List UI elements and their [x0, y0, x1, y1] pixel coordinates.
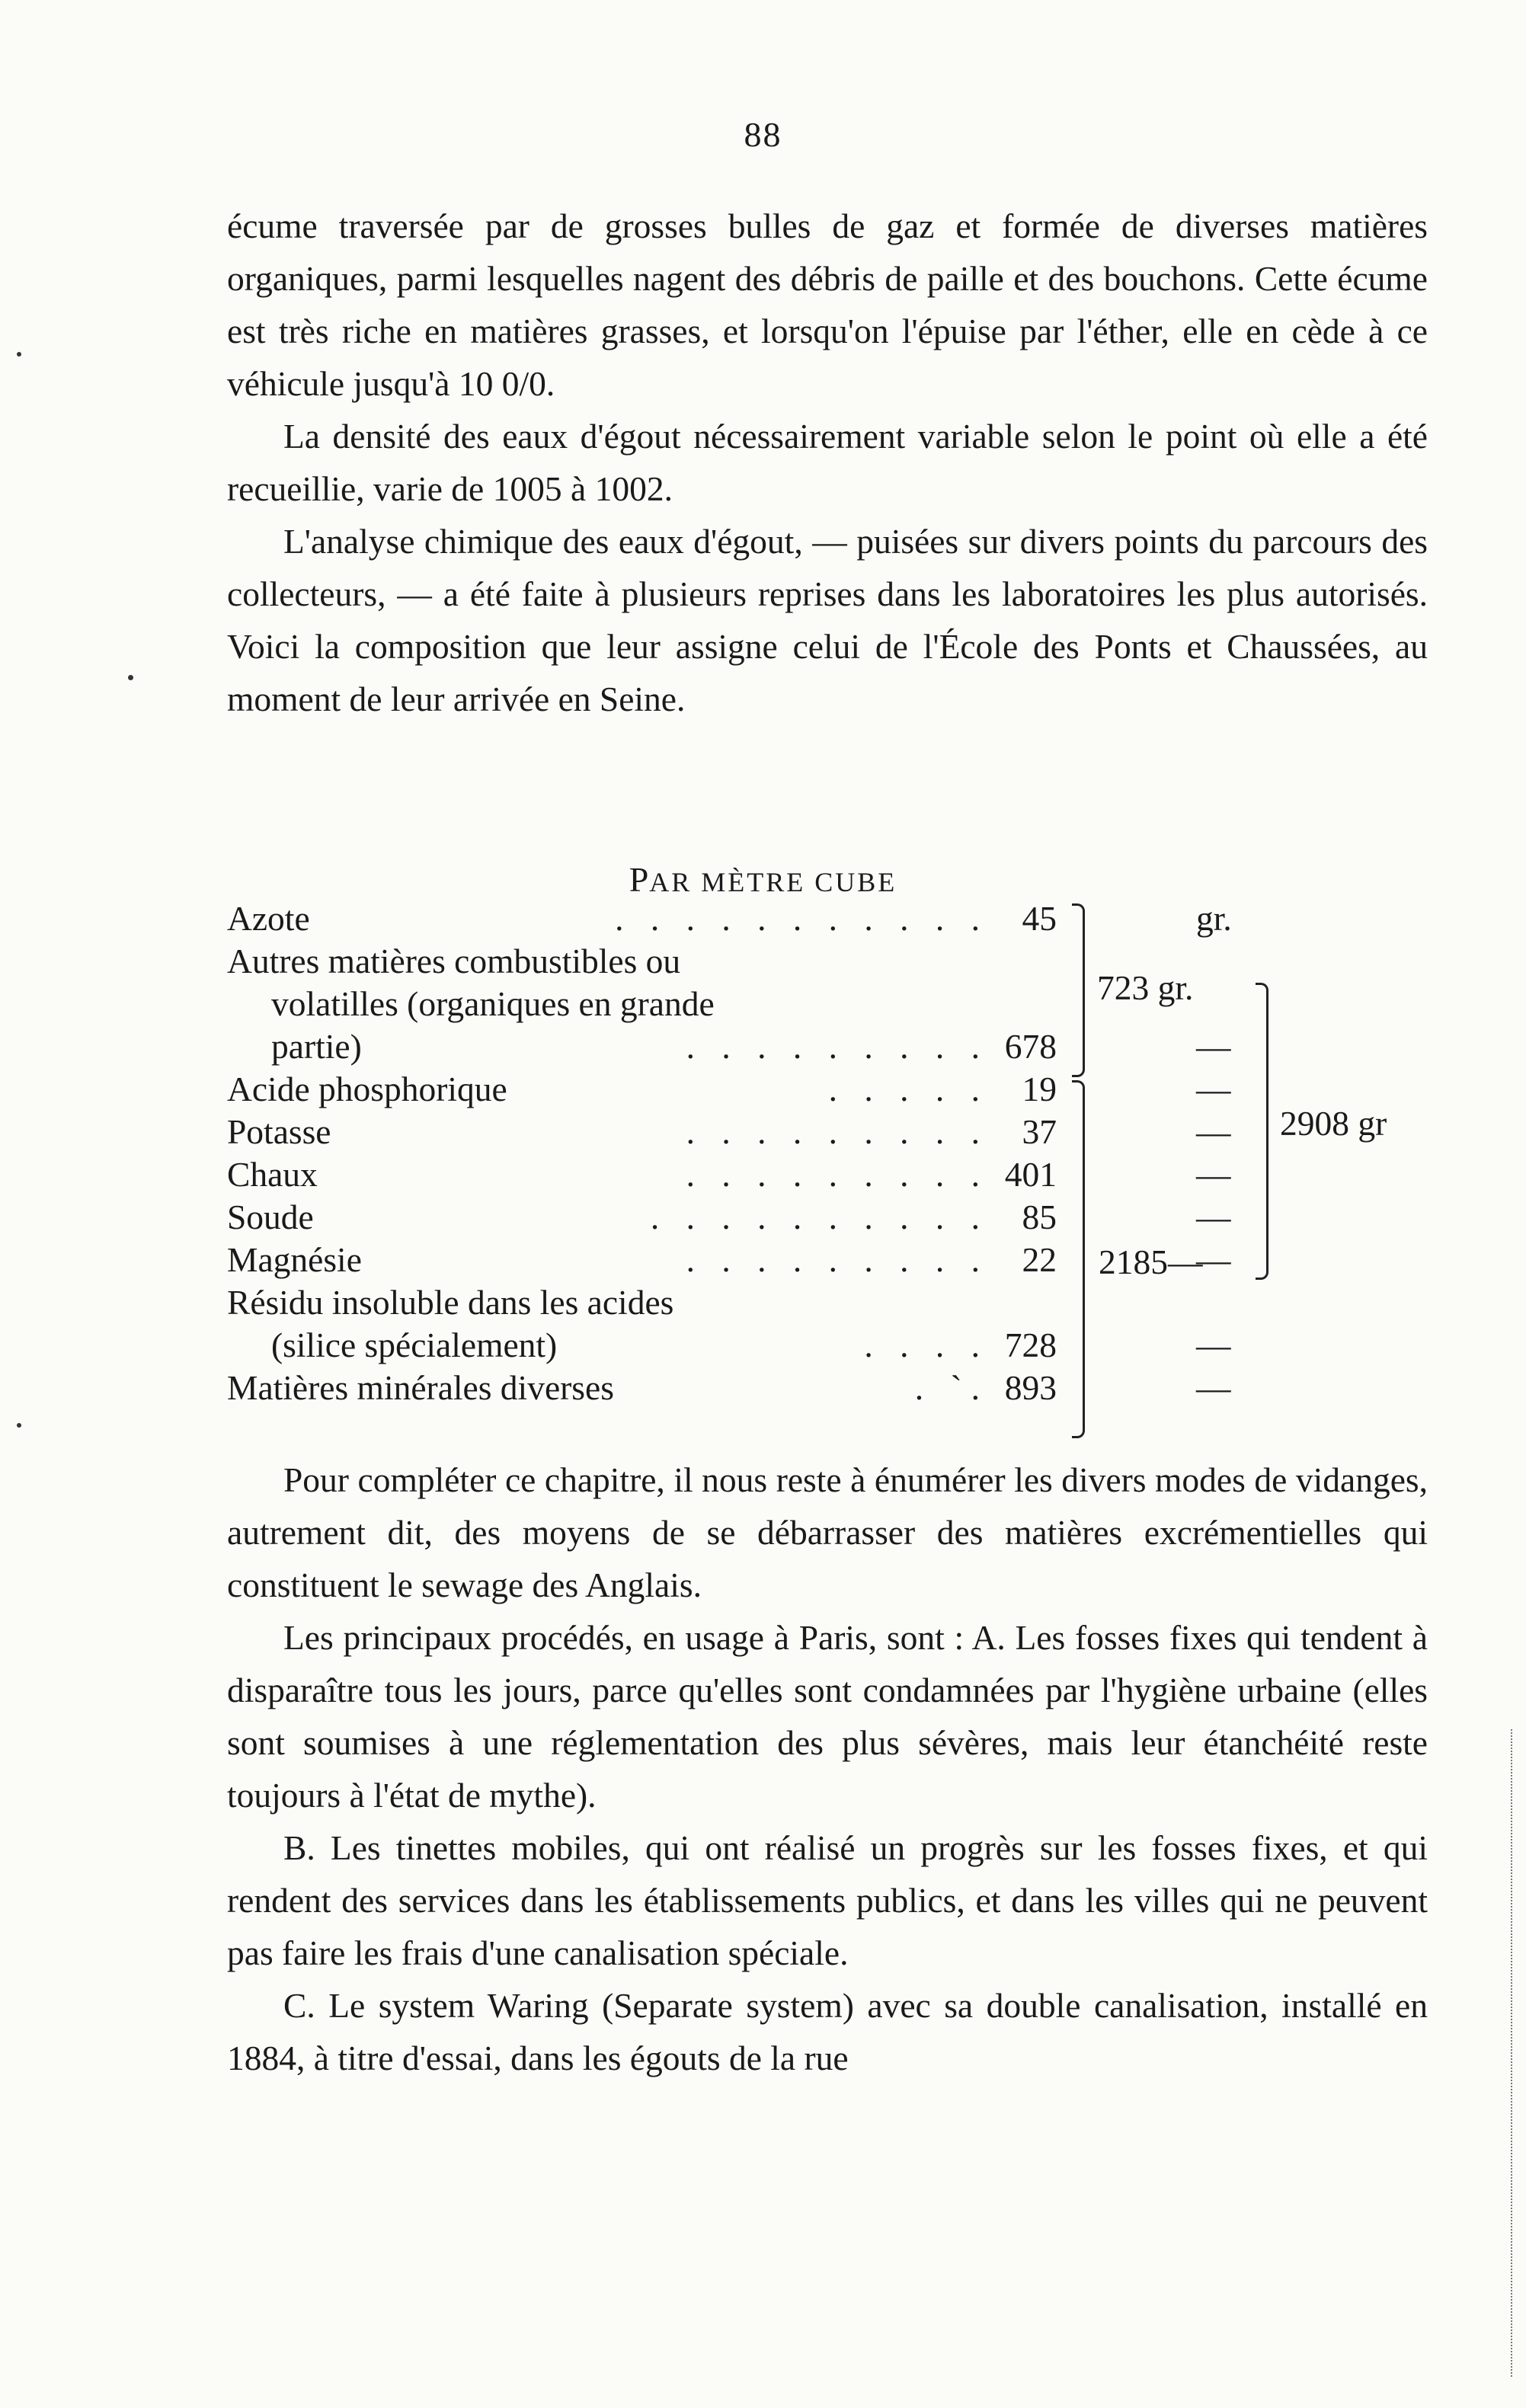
paragraph: C. Le system Waring (Separate system) avec sa double canalisation, installé en 1884, à titre d'essai, dans les égouts de la rue: [227, 1986, 1428, 2077]
leader-dots: . . . . . . . . . . .: [615, 899, 989, 938]
row-label: (silice spécialement): [271, 1326, 558, 1364]
row-value: 678: [1004, 1027, 1057, 1066]
row-label: Résidu insoluble dans les acides: [227, 1283, 674, 1322]
row-label: Azote: [227, 899, 310, 938]
margin-speck: [17, 1423, 21, 1428]
leader-dots: . . . . . . . . .: [686, 1112, 989, 1151]
row-value: 85: [1022, 1198, 1057, 1236]
text-block-bottom: [227, 1453, 1428, 2084]
brace-total: [1256, 983, 1268, 1280]
leader-dots: . `.: [914, 1368, 989, 1407]
paragraph: L'analyse chimique des eaux d'égout, — puisées sur divers points du parcours des collecteurs, — a été faite à plusieurs reprises dans les laboratoires les plus autorisés. Voici la composition que leur assigne celui de l'École des Ponts et Chaussées, au moment de leur arrivée en Seine.: [227, 522, 1428, 718]
row-label: Acide phosphorique: [227, 1070, 507, 1108]
leader-dots: . . . . . . . . .: [686, 1027, 989, 1066]
row-value: 37: [1022, 1112, 1057, 1151]
row-unit: —: [1196, 1240, 1231, 1279]
table-caption: [0, 859, 1526, 900]
text-block-top: [227, 200, 1428, 725]
row-unit: —: [1196, 1112, 1231, 1151]
leader-dots: . . . . . . . . . .: [650, 1198, 989, 1236]
table-row: [227, 1367, 1231, 1409]
row-label: Matières minérales diverses: [227, 1368, 614, 1407]
row-label: Magnésie: [227, 1240, 362, 1279]
row-label: Chaux: [227, 1155, 318, 1194]
row-value: 22: [1022, 1240, 1057, 1279]
brace-organic: [1072, 903, 1085, 1077]
leader-dots: . . . . . . . . .: [686, 1240, 989, 1279]
row-value: 45: [1022, 899, 1057, 938]
table-caption-initial: P: [629, 860, 650, 899]
row-unit: —: [1196, 1027, 1231, 1066]
table-row: [227, 1196, 1231, 1239]
row-label: Autres matières combustibles ou: [227, 942, 681, 980]
row-unit: —: [1196, 1326, 1231, 1364]
table-row: [227, 897, 1232, 940]
table-row: [227, 1025, 1231, 1068]
page-number: 88: [744, 115, 782, 154]
row-value: 401: [1004, 1155, 1057, 1194]
row-label: Soude: [227, 1198, 314, 1236]
subtotal-mineral: 2185—: [1099, 1242, 1203, 1281]
leader-dots: . . . . . . . . .: [686, 1155, 989, 1194]
margin-speck: [17, 352, 21, 357]
paragraph: Les principaux procédés, en usage à Paris, sont : A. Les fosses fixes qui tendent à disparaître tous les jours, parce qu'elles sont condamnées par l'hygiène urbaine (elles sont soumises à une réglementation des plus sévères, mais leur étanchéité reste toujours à l'état de mythe).: [227, 1618, 1428, 1815]
paragraph: écume traversée par de grosses bulles de gaz et formée de diverses matières organiques, parmi lesquelles nagent des débris de paille et des bouchons. Cette écume est très riche en matières grasses, et lorsqu'on l'épuise par l'éther, elle en cède à ce véhicule jusqu'à 10 0/0.: [227, 206, 1428, 403]
row-unit: —: [1196, 1070, 1231, 1108]
row-label: Potasse: [227, 1112, 331, 1151]
table-row: [227, 983, 913, 1025]
table-row: [227, 940, 913, 983]
row-value: 893: [1004, 1368, 1057, 1407]
row-unit: —: [1196, 1155, 1231, 1194]
row-label: volatilles (organiques en grande: [271, 984, 715, 1023]
row-value: 728: [1004, 1326, 1057, 1364]
row-value: 19: [1022, 1070, 1057, 1108]
row-unit: —: [1196, 1368, 1231, 1407]
page-edge-marks: [1511, 1729, 1517, 2377]
paragraph: Pour compléter ce chapitre, il nous reste à énumérer les divers modes de vidanges, autrement dit, des moyens de se débarrasser des matières excrémentielles qui constituent le sewage des Anglais.: [227, 1460, 1428, 1604]
paragraph: La densité des eaux d'égout nécessairement variable selon le point où elle a été recueillie, varie de 1005 à 1002.: [227, 417, 1428, 508]
table-row: [227, 1324, 1231, 1367]
table-row: [227, 1153, 1231, 1196]
row-unit: gr.: [1196, 899, 1232, 938]
paragraph: B. Les tinettes mobiles, qui ont réalisé un progrès sur les fosses fixes, et qui rendent des services dans les établissements publics, et dans les villes qui ne peuvent pas faire les frais d'une canalisation spéciale.: [227, 1828, 1428, 1972]
leader-dots: . . . .: [864, 1326, 989, 1364]
table-caption-rest: AR MÈTRE CUBE: [649, 867, 897, 897]
table-row: [227, 1281, 913, 1324]
brace-mineral: [1072, 1080, 1085, 1438]
row-label: partie): [271, 1027, 362, 1066]
table-row: [227, 1111, 1231, 1153]
table-row: [227, 1068, 1231, 1111]
margin-speck: [128, 675, 133, 680]
grand-total: 2908 gr: [1280, 1104, 1387, 1143]
row-unit: —: [1196, 1198, 1231, 1236]
leader-dots: . . . . .: [828, 1070, 989, 1108]
subtotal-organic: 723 gr.: [1097, 968, 1194, 1007]
